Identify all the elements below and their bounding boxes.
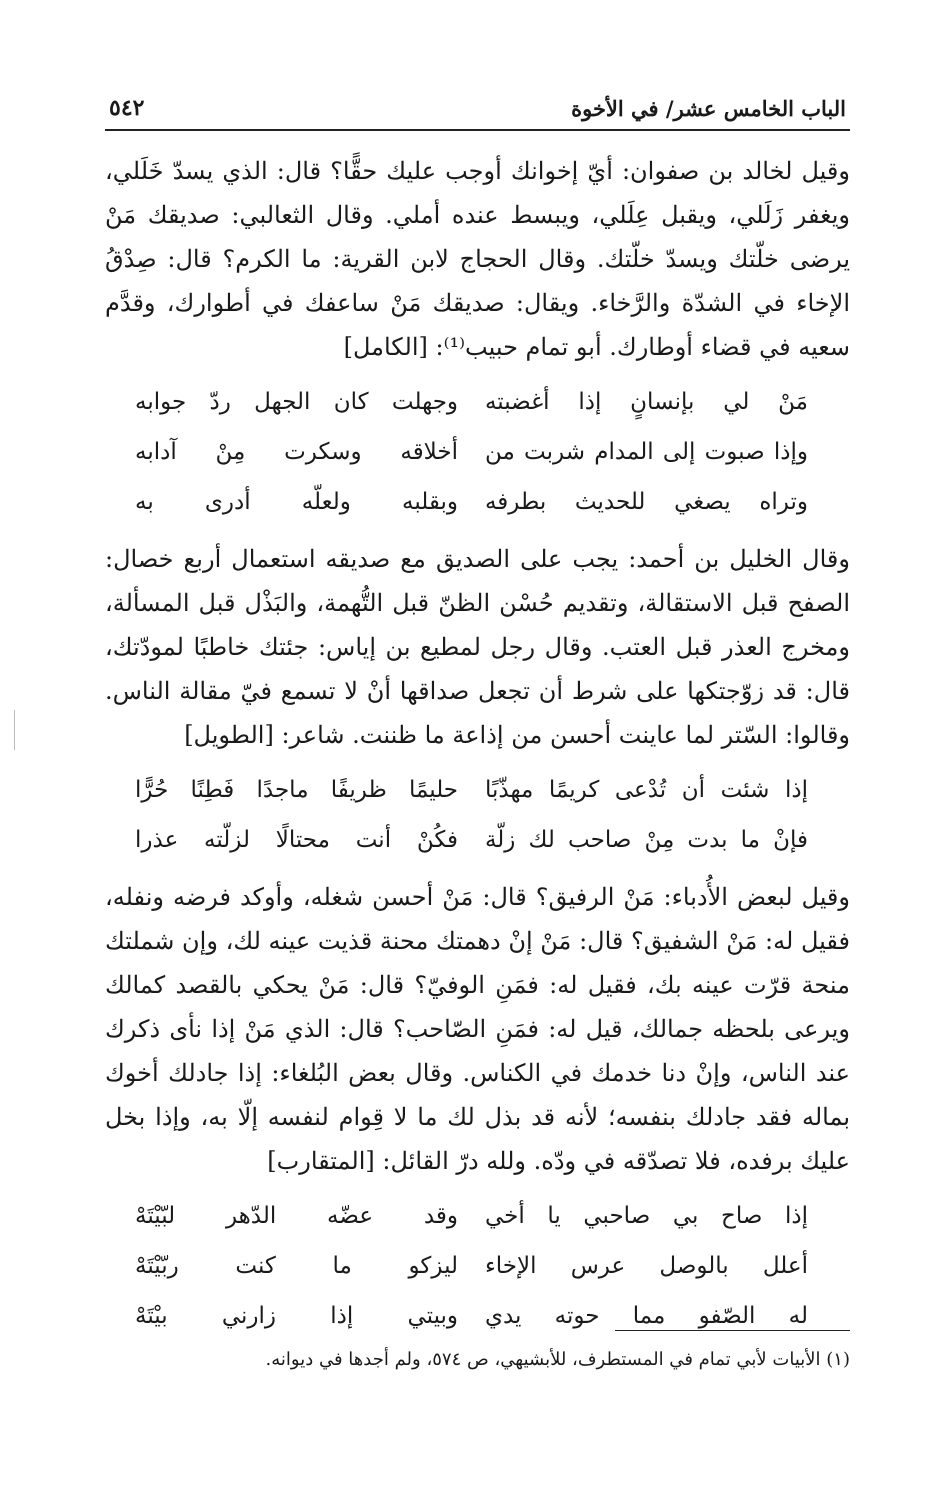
verse [135,377,808,427]
first-hemistich: أعلل بالوصل عرس الإخاء [484,1253,808,1279]
footnote-divider [615,1330,850,1331]
paragraph-1: وقيل لخالد بن صفوان: أيّ إخوانك أوجب عليك حقًّا؟ قال: الذي يسدّ خَلَلي، ويغفر زَلَلي، ويقبل عِلَلي، ويبسط عنده أملي. وقال الثعالبي: صديقك مَنْ يرضى خلّتك ويسدّ خلّتك. وقال الحجاج لابن القرية: ما الكرم؟ قال: صِدْقُ الإخاء في الشدّة والرَّخاء. ويقال: صديقك مَنْ ساعفك في أطوارك، وقدَّم سعيه في قضاء أوطارك. أبو تمام حبيب⁽¹⁾: [الكامل] [105,157,850,361]
poem-mutaqarib [105,1191,850,1341]
first-hemistich: وتراه يصغي للحديث بطرفه [484,489,808,515]
paragraph-3: وقيل لبعض الأُدباء: مَنْ الرفيق؟ قال: مَنْ أحسن شغله، وأوكد فرضه ونفله، فقيل له: مَنْ الشفيق؟ قال: مَنْ إنْ دهمتك محنة قذيت عينه لك، وإن شملتك منحة قرّت عينه بك، فقيل له: فمَنِ الوفيّ؟ قال: مَنْ يحكي بالقصد كمالك ويرعى بلحظه جمالك، قيل له: فمَنِ الصّاحب؟ قال: الذي مَنْ إذا نأى ذكرك عند الناس، وإنْ دنا خدمك في الكناس. وقال بعض البُلغاء: إذا جادلك أخوك بماله فقد جادلك بنفسه؛ لأنه قد بذل لك ما لا قِوام لنفسه إلّا به، وإذا بخل عليك برفده، فلا تصدّقه في ودّه. ولله درّ القائل: [المتقارب] [105,883,850,1175]
verse [135,1291,808,1341]
second-hemistich: ليزكو ما كنت ربّيْتَهْ [135,1253,459,1279]
verse [135,427,808,477]
footnote: (١) الأبيات لأبي تمام في المستطرف، للأبشيهي، ص ٥٧٤، ولم أجدها في ديوانه. [265,1349,850,1370]
verse [135,1241,808,1291]
first-hemistich: فإنْ ما بدت مِنْ صاحب لك زلّة [484,827,808,853]
paragraph-2: وقال الخليل بن أحمد: يجب على الصديق مع صديقه استعمال أربع خصال: الصفح قبل الاستقالة، وتقديم حُسْن الظنّ قبل التُّهمة، والبَذْل قبل المسألة، ومخرج العذر قبل العتب. وقال رجل لمطيع بن إياس: جئتك خاطبًا لمودّتك، قال: قد زوّجتكها على شرط أن تجعل صداقها أنْ لا تسمع فيّ مقالة الناس. وقالوا: السّتر لما عاينت أحسن من إذاعة ما ظننت. شاعر: [الطويل] [105,545,850,749]
page-number: ٥٤٢ [109,95,145,121]
second-hemistich: أخلاقه وسكرت مِنْ آدابه [135,439,459,465]
first-hemistich: إذا شئت أن تُدْعى كريمًا مهذّبًا [484,777,808,803]
first-hemistich: مَنْ لي بإنسانٍ إذا أغضبته [484,389,808,415]
verse [135,765,808,815]
second-hemistich: وقد عضّه الدّهر لبّيْتَهْ [135,1203,459,1229]
verse [135,1191,808,1241]
margin-mark [14,710,15,750]
second-hemistich: فكُنْ أنت محتالًا لزلّته عذرا [135,827,459,853]
running-header [105,95,850,131]
poem-tawil [105,765,850,865]
second-hemistich: حليمًا ظريفًا ماجدًا فَطِنًا حُرًّا [135,777,459,803]
second-hemistich: وبقلبه ولعلّه أدرى به [135,489,459,515]
second-hemistich: وجهلت كان الجهل ردّ جوابه [135,389,459,415]
first-hemistich: إذا صاح بي صاحبي يا أخي [484,1203,808,1229]
first-hemistich: وإذا صبوت إلى المدام شربت من [484,439,808,465]
verse [135,815,808,865]
poem-kamil [105,377,850,527]
chapter-title: الباب الخامس عشر/ في الأخوة [571,96,846,121]
second-hemistich: وبيتي إذا زارني بيْتَهْ [135,1303,459,1329]
verse [135,477,808,527]
first-hemistich: له الصّفو مما حوته يدي [484,1303,808,1329]
